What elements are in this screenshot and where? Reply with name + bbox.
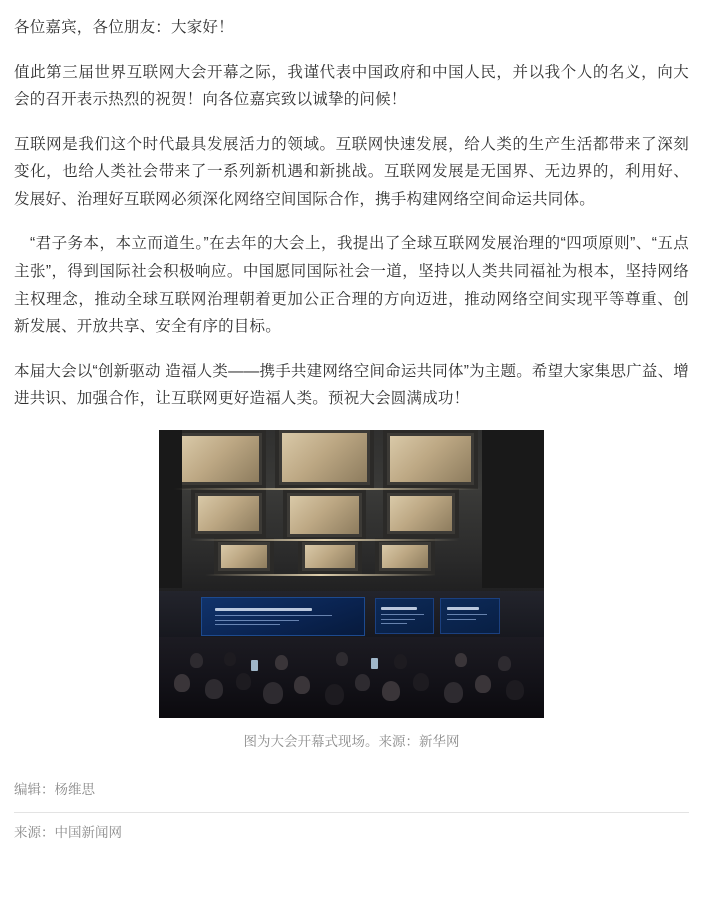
screen-text-line: [215, 620, 299, 621]
screen-headline: [447, 607, 479, 610]
side-led-screen: [375, 598, 435, 633]
ceiling-panel: [290, 496, 359, 533]
editor-line: 编辑：杨维思: [14, 781, 95, 797]
screen-text-line: [215, 624, 280, 625]
audience-head: [394, 654, 407, 669]
ceiling-panel: [182, 436, 259, 482]
ceiling-panel: [282, 433, 367, 482]
audience-head: [294, 676, 310, 694]
ceiling-panel: [198, 496, 260, 531]
screen-text-line: [447, 614, 487, 615]
audience-head: [498, 656, 511, 671]
ceiling-panel: [390, 496, 452, 531]
article-paragraph: 互联网是我们这个时代最具发展活力的领域。互联网快速发展，给人类的生产生活都带来了深刻变化，也给人类社会带来了一系列新机遇和新挑战。互联网发展是无国界、无边界的，利用好、发展好、治理好互联网必须深化网络空间国际合作，携手构建网络空间命运共同体。: [14, 135, 689, 208]
ceiling-panel: [305, 545, 355, 568]
raised-phone: [371, 658, 378, 669]
audience-head: [325, 684, 344, 705]
screen-text-line: [215, 615, 331, 616]
screen-text-line: [447, 619, 476, 620]
audience-head: [444, 682, 463, 703]
audience-head: [355, 674, 370, 691]
audience-crowd: [159, 637, 544, 718]
audience-head: [174, 674, 190, 692]
source-line: 来源：中国新闻网: [14, 824, 122, 840]
article-paragraph: 本届大会以“创新驱动 造福人类——携手共建网络空间命运共同体”为主题。希望大家集思广益、增进共识、加强合作，让互联网更好造福人类。预祝大会圆满成功！: [14, 362, 689, 408]
screen-headline: [381, 607, 417, 610]
ceiling-light: [174, 488, 482, 490]
ceiling-shadow: [482, 430, 544, 588]
audience-head: [506, 680, 524, 700]
audience-head: [336, 652, 348, 666]
screen-headline: [215, 608, 312, 611]
conference-photo: [159, 430, 544, 718]
audience-head: [413, 673, 429, 691]
audience-head: [455, 653, 467, 667]
ceiling-light: [205, 574, 436, 576]
audience-head: [475, 675, 491, 693]
screen-text-line: [381, 619, 414, 620]
ceiling-panel: [390, 436, 471, 482]
audience-head: [263, 682, 283, 704]
raised-phone: [251, 660, 258, 671]
screen-text-line: [381, 614, 424, 615]
article-paragraph: 各位嘉宾，各位朋友：大家好！: [14, 19, 234, 36]
main-led-screen: [201, 597, 365, 636]
ceiling-panel: [221, 545, 267, 568]
side-led-screen: [440, 598, 500, 633]
audience-head: [224, 652, 236, 666]
article-paragraph: 值此第三届世界互联网大会开幕之际，我谨代表中国政府和中国人民，并以我个人的名义，向大会的召开表示热烈的祝贺！向各位嘉宾致以诚挚的问候！: [14, 63, 689, 109]
article-meta: [14, 776, 689, 846]
article-paragraph: “君子务本，本立而道生。”在去年的大会上，我提出了全球互联网发展治理的“四项原则”、“五点主张”，得到国际社会积极响应。中国愿同国际社会一道，坚持以人类共同福祉为根本，坚持网络主权理念，推动全球互联网治理朝着更加公正合理的方向迈进，推动网络空间实现平等尊重、创新发展、开放共享、安全有序的目标。: [14, 235, 689, 336]
ceiling-panel: [382, 545, 428, 568]
figure-caption: 图为大会开幕式现场。来源：新华网: [243, 733, 460, 749]
ceiling-light: [190, 539, 460, 541]
audience-head: [382, 681, 400, 701]
ceiling-shadow: [159, 430, 182, 588]
audience-head: [236, 673, 251, 690]
article-figure: [14, 430, 689, 750]
audience-head: [275, 655, 288, 670]
screen-text-line: [381, 623, 406, 624]
audience-head: [205, 679, 223, 699]
meta-divider: [14, 812, 689, 813]
audience-head: [190, 653, 203, 668]
